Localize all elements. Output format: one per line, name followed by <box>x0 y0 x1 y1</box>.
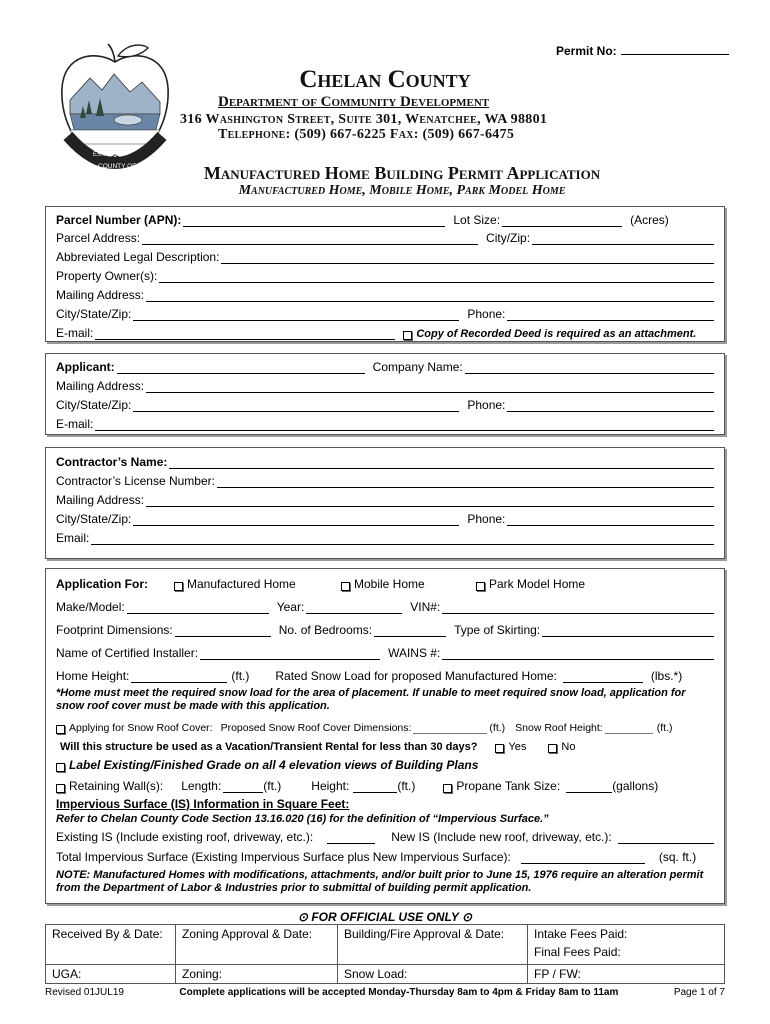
applicant-section <box>45 353 725 435</box>
grade-checkbox[interactable] <box>56 763 65 772</box>
mobile-home-option: Mobile Home <box>354 577 425 591</box>
year-label: Year: <box>276 600 305 614</box>
snow-load-label: Rated Snow Load for proposed Manufactured Home: <box>275 669 557 683</box>
contractor-name-label: Contractor’s Name: <box>56 455 168 469</box>
official-left-icon: ⊙ <box>297 910 308 924</box>
existing-is-input[interactable] <box>327 832 375 844</box>
vin-label: VIN#: <box>410 600 441 614</box>
office-hours: Complete applications will be accepted Monday-Thursday 8am to 4pm & Friday 8am to 11am <box>179 987 619 998</box>
total-is-label: Total Impervious Surface (Existing Impervious Surface plus New Impervious Surface): <box>56 850 511 864</box>
home-height-label: Home Height: <box>56 669 130 683</box>
parcel-address-label: Parcel Address: <box>56 231 141 245</box>
footprint-label: Footprint Dimensions: <box>56 623 173 637</box>
permit-no-field[interactable] <box>556 44 729 58</box>
parcel-address-input[interactable] <box>142 233 478 245</box>
owner-mailing-input[interactable] <box>146 290 714 302</box>
bedrooms-label: No. of Bedrooms: <box>278 623 373 637</box>
total-is-unit: (sq. ft.) <box>658 850 697 864</box>
snow-roof-dims-label: Proposed Snow Roof Cover Dimensions: <box>220 722 412 734</box>
revised-date: Revised 01JUL19 <box>45 987 124 998</box>
new-is-label: New IS (Include new roof, driveway, etc.): <box>391 830 612 844</box>
parcel-number-label: Parcel Number (APN): <box>56 213 182 227</box>
applicant-label: Applicant: <box>56 360 115 374</box>
snow-load-note: *Home must meet the required snow load for the area of placement. If unable to meet required snow load, application for snow roof cover must be made with this application. <box>56 687 686 712</box>
building-fire-cell[interactable]: Building/Fire Approval & Date: <box>338 925 528 965</box>
property-owners-label: Property Owner(s): <box>56 269 158 283</box>
snow-load-cell[interactable]: Snow Load: <box>338 965 528 984</box>
wains-input[interactable] <box>442 648 714 660</box>
intake-fees-label: Intake Fees Paid: <box>534 927 628 941</box>
official-use-heading: ⊙ FOR OFFICIAL USE ONLY ⊙ <box>297 910 473 924</box>
applicant-city-state-zip-label: City/State/Zip: <box>56 398 132 412</box>
deed-note: Copy of Recorded Deed is required as an attachment. <box>416 328 697 340</box>
snow-roof-dims-input[interactable] <box>413 724 487 734</box>
applicant-email-input[interactable] <box>95 419 714 431</box>
rw-length-input[interactable] <box>223 781 263 793</box>
contractor-phone-label: Phone: <box>467 512 506 526</box>
application-for-label: Application For: <box>56 577 148 591</box>
contractor-email-input[interactable] <box>91 533 714 545</box>
manufactured-home-checkbox[interactable] <box>174 582 183 591</box>
alteration-note: NOTE: Manufactured Homes with modifications, attachments, and/or built prior to June 15, 1976 require an alteration permit from the Department of Labor & Industries prior to submittal of building permit application. <box>56 869 704 894</box>
manufactured-home-option: Manufactured Home <box>187 577 296 591</box>
form-subtitle: Manufactured Home, Mobile Home, Park Model Home <box>238 183 566 198</box>
skirting-label: Type of Skirting: <box>454 623 541 637</box>
propane-label: Propane Tank Size: <box>456 779 561 793</box>
applicant-email-label: E-mail: <box>56 417 94 431</box>
vacation-yes-checkbox[interactable] <box>495 744 504 753</box>
total-is-input[interactable] <box>521 852 645 864</box>
vacation-no-checkbox[interactable] <box>548 744 557 753</box>
permit-no-line[interactable] <box>621 44 729 55</box>
department-address: 316 Washington Street, Suite 301, Wenatchee, WA 98801 <box>180 112 548 127</box>
owner-email-input[interactable] <box>95 328 395 340</box>
applicant-input[interactable] <box>117 362 365 374</box>
impervious-reference: Refer to Chelan County Code Section 13.16.020 (16) for the definition of “Impervious Surface.” <box>56 813 549 825</box>
vacation-rental-question: Will this structure be used as a Vacation/Transient Rental for less than 30 days? <box>60 741 478 753</box>
snow-roof-dims-unit: (ft.) <box>489 722 506 734</box>
contractor-city-state-zip-label: City/State/Zip: <box>56 512 132 526</box>
contractor-license-label: Contractor’s License Number: <box>56 474 215 488</box>
home-height-unit: (ft.) <box>231 669 250 683</box>
final-fees-label: Final Fees Paid: <box>534 945 621 959</box>
city-zip-input[interactable] <box>532 233 714 245</box>
footer <box>45 987 725 998</box>
owner-phone-input[interactable] <box>507 309 714 321</box>
year-input[interactable] <box>306 602 402 614</box>
skirting-input[interactable] <box>542 625 714 637</box>
retaining-wall-checkbox[interactable] <box>56 784 65 793</box>
snow-roof-apply-label: Applying for Snow Roof Cover: <box>69 722 213 734</box>
rw-height-label: Height: <box>311 779 350 793</box>
rw-length-unit: (ft.) <box>263 779 282 793</box>
city-zip-label: City/Zip: <box>486 231 531 245</box>
rw-height-unit: (ft.) <box>397 779 416 793</box>
zoning-cell[interactable]: Zoning: <box>176 965 338 984</box>
applicant-mailing-label: Mailing Address: <box>56 379 145 393</box>
existing-is-label: Existing IS (Include existing roof, driveway, etc.): <box>56 830 314 844</box>
department-phone: Telephone: (509) 667-6225 Fax: (509) 667-6475 <box>218 127 515 142</box>
make-model-input[interactable] <box>127 602 269 614</box>
parcel-number-input[interactable] <box>183 215 445 227</box>
legal-description-label: Abbreviated Legal Description: <box>56 250 220 264</box>
received-by-cell[interactable]: Received By & Date: <box>46 925 176 965</box>
owner-city-state-zip-label: City/State/Zip: <box>56 307 132 321</box>
applicant-phone-input[interactable] <box>507 400 714 412</box>
mobile-home-checkbox[interactable] <box>341 582 350 591</box>
deed-checkbox[interactable] <box>403 331 412 340</box>
page-number: Page 1 of 7 <box>673 987 725 998</box>
uga-cell[interactable]: UGA: <box>46 965 176 984</box>
footprint-input[interactable] <box>175 625 271 637</box>
snow-roof-height-label: Snow Roof Height: <box>515 722 603 734</box>
lot-size-input[interactable] <box>502 215 622 227</box>
contractor-phone-input[interactable] <box>507 514 714 526</box>
park-model-checkbox[interactable] <box>476 582 485 591</box>
propane-unit: (gallons) <box>612 779 659 793</box>
snow-load-unit: (lbs.*) <box>650 669 683 683</box>
new-is-input[interactable] <box>618 832 714 844</box>
installer-input[interactable] <box>200 648 380 660</box>
owner-phone-label: Phone: <box>467 307 506 321</box>
wains-label: WAINS #: <box>388 646 441 660</box>
county-name: Chelan County <box>299 66 471 93</box>
park-model-option: Park Model Home <box>489 577 586 591</box>
rw-length-label: Length: <box>181 779 222 793</box>
company-label: Company Name: <box>372 360 463 374</box>
vacation-yes-label: Yes <box>508 741 527 753</box>
snow-roof-height-input[interactable] <box>605 724 653 734</box>
impervious-heading: Impervious Surface (IS) Information in Square Feet: <box>56 797 350 811</box>
official-use-table <box>45 924 725 984</box>
contractor-mailing-input[interactable] <box>146 495 714 507</box>
acres-label: (Acres) <box>630 213 669 227</box>
property-section <box>45 206 725 342</box>
application-section <box>45 568 725 904</box>
retaining-wall-label: Retaining Wall(s): <box>69 779 164 793</box>
rw-height-input[interactable] <box>353 781 397 793</box>
propane-input[interactable] <box>566 781 612 793</box>
snow-load-input[interactable] <box>563 671 643 683</box>
bedrooms-input[interactable] <box>374 625 446 637</box>
applicant-mailing-input[interactable] <box>146 381 714 393</box>
contractor-name-input[interactable] <box>169 457 714 469</box>
installer-label: Name of Certified Installer: <box>56 646 199 660</box>
owner-email-label: E-mail: <box>56 326 94 340</box>
legal-description-input[interactable] <box>221 252 714 264</box>
snow-roof-checkbox[interactable] <box>56 725 65 734</box>
fees-cell[interactable] <box>528 925 725 965</box>
contractor-email-label: Email: <box>56 531 90 545</box>
zoning-approval-cell[interactable]: Zoning Approval & Date: <box>176 925 338 965</box>
home-height-input[interactable] <box>131 671 227 683</box>
make-model-label: Make/Model: <box>56 600 125 614</box>
vacation-no-label: No <box>561 741 576 753</box>
seal-est-text: EST. 1899 <box>93 152 121 158</box>
owner-city-state-zip-input[interactable] <box>133 309 459 321</box>
chelan-county-seal <box>56 40 174 178</box>
property-owners-input[interactable] <box>159 271 714 283</box>
applicant-phone-label: Phone: <box>467 398 506 412</box>
seal-name-text: COUNTY OF CHELAN <box>98 163 165 170</box>
owner-mailing-label: Mailing Address: <box>56 288 145 302</box>
company-input[interactable] <box>465 362 714 374</box>
contractor-license-input[interactable] <box>217 476 714 488</box>
vin-input[interactable] <box>442 602 714 614</box>
lot-size-label: Lot Size: <box>453 213 501 227</box>
contractor-city-state-zip-input[interactable] <box>133 514 459 526</box>
contractor-section <box>45 447 725 559</box>
propane-checkbox[interactable] <box>443 784 452 793</box>
grade-label: Label Existing/Finished Grade on all 4 elevation views of Building Plans <box>69 758 479 772</box>
contractor-mailing-label: Mailing Address: <box>56 493 145 507</box>
official-right-icon: ⊙ <box>462 910 473 924</box>
form-title: Manufactured Home Building Permit Application <box>203 163 601 183</box>
fp-fw-cell[interactable]: FP / FW: <box>528 965 725 984</box>
applicant-city-state-zip-input[interactable] <box>133 400 459 412</box>
permit-no-label: Permit No: <box>556 44 617 58</box>
department-name: Department of Community Development <box>218 94 490 110</box>
snow-roof-height-unit: (ft.) <box>656 722 673 734</box>
